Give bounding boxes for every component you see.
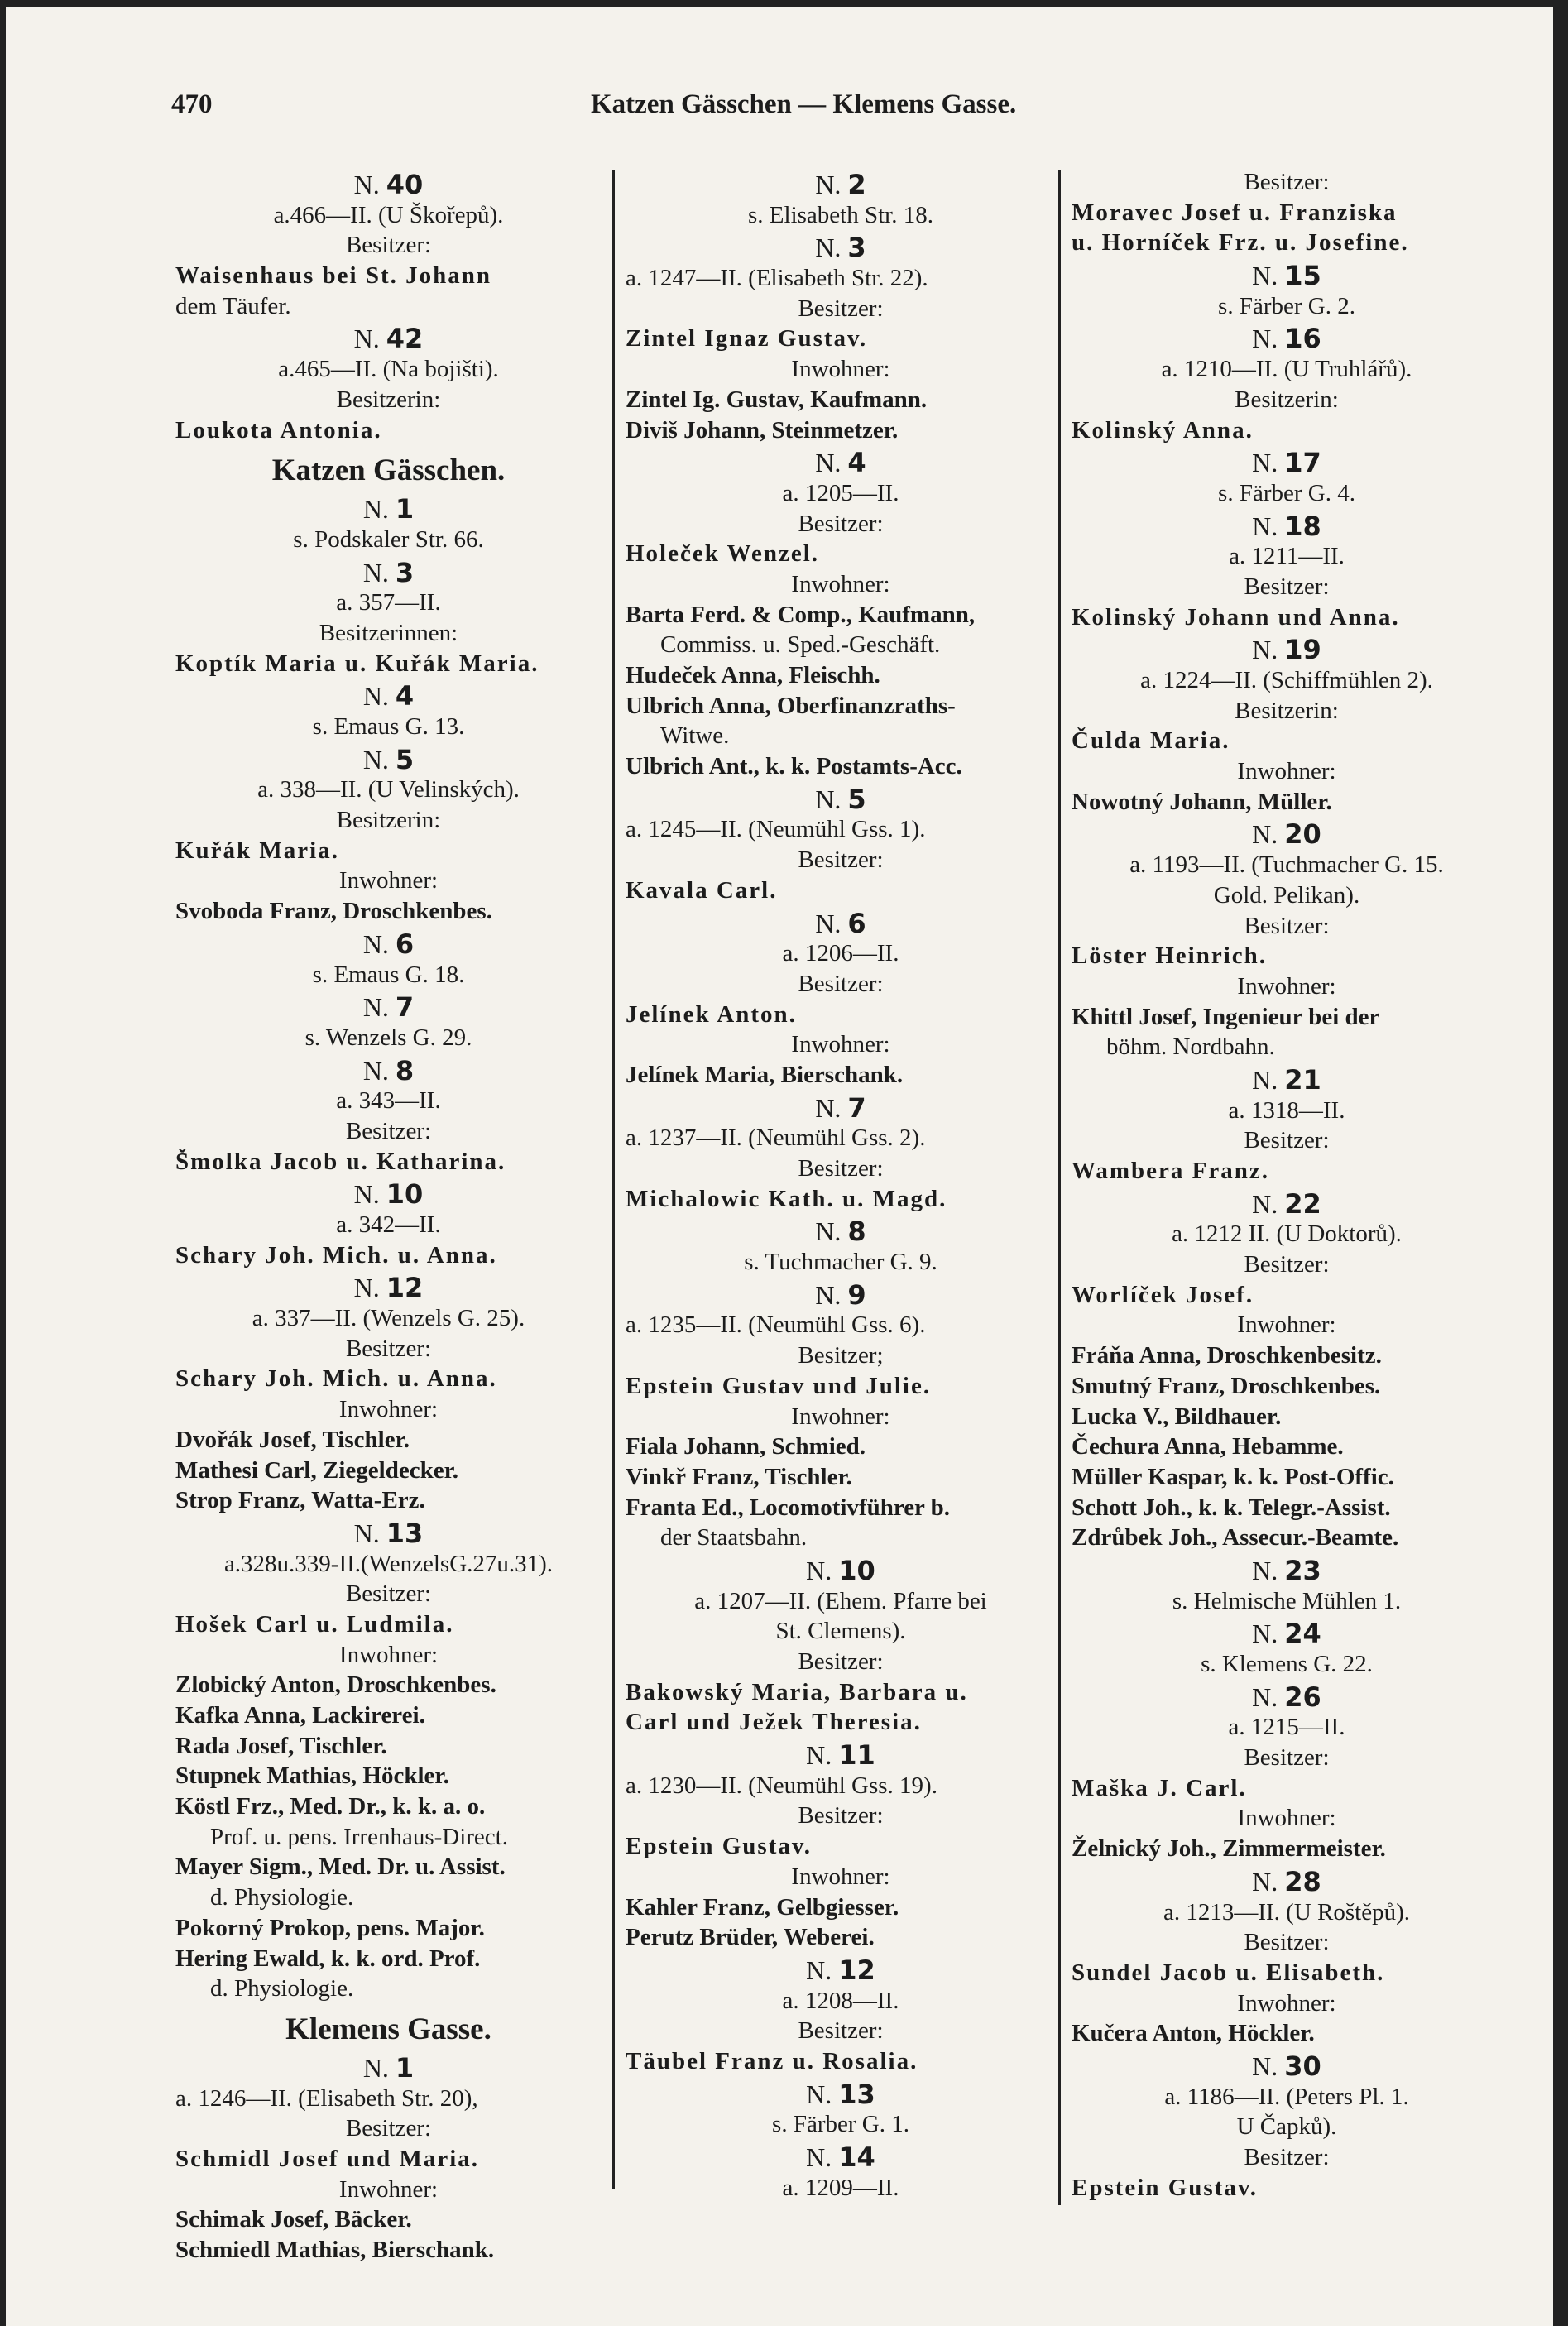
house-number <box>175 1270 602 1303</box>
owner-name: Epstein Gustav. <box>626 1833 812 1860</box>
house-number <box>626 1953 1056 1986</box>
house-number <box>1072 445 1502 478</box>
resident-entry: Köstl Frz., Med. Dr., k. k. a. o. <box>175 1793 486 1820</box>
role-label: Inwohner: <box>791 356 890 383</box>
address-line: U Čapků). <box>1236 2113 1337 2141</box>
address-line: a. 1246—II. (Elisabeth Str. 20), <box>175 2084 478 2112</box>
address-line: a. 1215—II. <box>1228 1714 1345 1741</box>
address-line: a. 338—II. (U Velinských). <box>257 776 520 803</box>
address-line: s. Färber G. 4. <box>1218 479 1355 506</box>
resident-entry: Želnický Joh., Zimmermeister. <box>1072 1835 1386 1863</box>
number-value: 5 <box>395 743 415 775</box>
number-prefix: N. <box>806 2079 839 2109</box>
number-value: 8 <box>847 1216 866 1248</box>
number-prefix: N. <box>815 448 848 478</box>
number-prefix: N. <box>362 1055 396 1086</box>
number-prefix: N. <box>1252 324 1285 354</box>
owner-name: Jelínek Anton. <box>626 1000 797 1028</box>
number-value: 7 <box>395 991 415 1023</box>
role-label: Inwohner: <box>338 867 439 894</box>
house-number <box>626 1091 1056 1124</box>
number-value: 2 <box>847 169 866 200</box>
number-prefix: N. <box>1252 261 1285 291</box>
address-line: a. 1237—II. (Neumühl Gss. 2). <box>626 1125 926 1152</box>
resident-entry: Schott Joh., k. k. Telegr.-Assist. <box>1072 1494 1391 1521</box>
resident-entry: Fráňa Anna, Droschkenbesitz. <box>1072 1342 1382 1369</box>
number-prefix: N. <box>353 170 386 199</box>
role-label: Besitzer: <box>1244 169 1330 195</box>
resident-entry: Dvořák Josef, Tischler. <box>175 1426 410 1453</box>
house-number <box>175 167 602 200</box>
number-prefix: N. <box>362 557 396 587</box>
role-label: Inwohner: <box>1237 758 1336 785</box>
role-label: Besitzerin: <box>1235 697 1339 724</box>
role-label: Inwohner: <box>338 2175 439 2203</box>
role-label: Besitzer; <box>798 1342 884 1369</box>
address-line: a. 1213—II. (U Roštěpů). <box>1163 1898 1410 1926</box>
number-prefix: N. <box>362 2052 396 2083</box>
number-prefix: N. <box>353 1179 386 1210</box>
scan-border-top <box>0 0 1568 7</box>
number-prefix: N. <box>362 681 396 712</box>
house-number <box>175 321 602 354</box>
address-line: a. 1247—II. (Elisabeth Str. 22). <box>626 265 928 292</box>
owner-name: u. Horníček Frz. u. Josefine. <box>1072 229 1409 257</box>
role-label: Besitzerinnen: <box>319 619 458 646</box>
owner-name: Sundel Jacob u. Elisabeth. <box>1072 1959 1385 1986</box>
resident-entry: Pokorný Prokop, pens. Major. <box>175 1914 485 1941</box>
owner-name: Maška J. Carl. <box>1072 1774 1247 1801</box>
role-label: Inwohner: <box>791 570 890 597</box>
house-number <box>626 1278 1056 1311</box>
role-label: Besitzer: <box>798 295 884 322</box>
number-prefix: N. <box>353 324 386 354</box>
house-number <box>1072 1864 1502 1897</box>
role-label: Inwohner: <box>1237 972 1336 1000</box>
role-label: Besitzer: <box>798 510 884 537</box>
resident-entry: Kahler Franz, Gelbgiesser. <box>626 1893 899 1921</box>
role-label: Besitzer: <box>1244 1127 1330 1154</box>
house-number <box>626 782 1056 815</box>
owner-name: Worlíček Josef. <box>1072 1281 1254 1308</box>
column-rule-2 <box>1058 170 1061 2205</box>
role-label: Inwohner: <box>338 1641 439 1668</box>
number-prefix: N. <box>806 1555 839 1585</box>
house-number <box>1072 1616 1502 1649</box>
house-number <box>1072 2049 1502 2082</box>
address-line: a. 1224—II. (Schiffmühlen 2). <box>1140 667 1433 693</box>
role-label: Besitzer: <box>798 846 884 874</box>
resident-entry: Smutný Franz, Droschkenbes. <box>1072 1372 1381 1399</box>
house-number <box>175 1053 602 1086</box>
number-prefix: N. <box>815 784 848 814</box>
owner-name: Hošek Carl u. Ludmila. <box>175 1610 454 1638</box>
entry-continuation: d. Physiologie. <box>210 1884 354 1911</box>
address-line: a. 1318—II. <box>1228 1096 1345 1124</box>
owner-name: Wambera Franz. <box>1072 1158 1270 1184</box>
owner-name: Epstein Gustav und Julie. <box>626 1372 932 1399</box>
resident-entry: Ulbrich Ant., k. k. Postamts-Acc. <box>626 753 962 780</box>
number-prefix: N. <box>806 1740 839 1771</box>
address-line: a. 1206—II. <box>782 940 899 967</box>
number-value: 22 <box>1284 1187 1321 1220</box>
house-number <box>626 2140 1056 2173</box>
number-prefix: N. <box>353 1273 386 1303</box>
address-line: s. Färber G. 2. <box>1218 292 1355 319</box>
entry-continuation: der Staatsbahn. <box>660 1524 808 1551</box>
role-label: Besitzer: <box>1244 1929 1330 1956</box>
house-number <box>175 1516 602 1549</box>
role-label: Besitzer: <box>1244 2144 1330 2170</box>
number-value: 4 <box>395 680 415 712</box>
house-number <box>1072 632 1502 665</box>
address-line: s. Färber G. 1. <box>772 2111 909 2138</box>
owner-name: Kolinský Anna. <box>1072 416 1254 444</box>
address-line: a. 1207—II. (Ehem. Pfarre bei <box>694 1587 987 1614</box>
resident-entry: Perutz Brüder, Weberei. <box>626 1924 875 1951</box>
number-prefix: N. <box>1252 511 1285 541</box>
role-label: Inwohner: <box>791 1031 890 1058</box>
house-number <box>1072 1680 1502 1713</box>
address-line: a. 1245—II. (Neumühl Gss. 1). <box>626 816 926 843</box>
role-label: Besitzer: <box>798 1802 884 1830</box>
address-line: a.466—II. (U Škořepů). <box>273 201 504 228</box>
resident-entry: Hudeček Anna, Fleischh. <box>626 662 880 688</box>
number-value: 11 <box>838 1739 875 1771</box>
column-1 <box>175 167 602 2266</box>
house-number <box>175 990 602 1023</box>
page-header <box>171 89 1081 127</box>
role-label: Besitzer: <box>1244 1744 1330 1772</box>
house-number <box>626 1214 1056 1247</box>
owner-name: Michalowic Kath. u. Magd. <box>626 1185 947 1212</box>
page-number: 470 <box>171 89 213 119</box>
number-value: 13 <box>838 2078 875 2110</box>
address-line: a. 1230—II. (Neumühl Gss. 19). <box>626 1772 937 1799</box>
number-value: 8 <box>395 1054 415 1086</box>
number-prefix: N. <box>1252 1064 1285 1095</box>
resident-entry: Rada Josef, Tischler. <box>175 1732 387 1759</box>
number-prefix: N. <box>1252 1619 1285 1649</box>
number-value: 20 <box>1284 818 1321 851</box>
role-label: Besitzerin: <box>1235 386 1339 413</box>
number-value: 26 <box>1284 1681 1321 1713</box>
owner-name: Epstein Gustav. <box>1072 2174 1258 2201</box>
house-number <box>1072 321 1502 354</box>
resident-entry: Strop Franz, Watta-Erz. <box>175 1487 425 1514</box>
house-number <box>1072 817 1502 850</box>
role-label: Besitzer: <box>798 1155 884 1182</box>
address-line: a. 342—II. <box>336 1211 441 1238</box>
resident-entry: Kučera Anton, Höckler. <box>1072 2020 1315 2047</box>
number-value: 1 <box>395 2051 415 2084</box>
entry-continuation: dem Täufer. <box>175 292 291 319</box>
number-prefix: N. <box>806 1954 839 1985</box>
address-line: s. Tuchmacher G. 9. <box>744 1249 937 1276</box>
resident-entry: Zdrůbek Joh., Assecur.-Beamte. <box>1072 1524 1399 1551</box>
owner-name: Bakowský Maria, Barbara u. <box>626 1678 968 1705</box>
entry-continuation: Prof. u. pens. Irrenhaus-Direct. <box>210 1823 508 1850</box>
number-value: 28 <box>1284 1865 1321 1897</box>
resident-entry: Fiala Johann, Schmied. <box>626 1433 866 1460</box>
role-label: Besitzer: <box>1244 573 1330 600</box>
resident-entry: Zlobický Anton, Droschkenbes. <box>175 1671 496 1699</box>
owner-name: Täubel Franz u. Rosalia. <box>626 2047 918 2074</box>
owner-name: Schary Joh. Mich. u. Anna. <box>175 1241 497 1269</box>
number-prefix: N. <box>1252 635 1285 665</box>
house-number <box>175 1177 602 1210</box>
address-line: Gold. Pelikan). <box>1213 881 1360 909</box>
number-value: 14 <box>838 2141 875 2173</box>
role-label: Besitzer: <box>345 2115 432 2142</box>
house-number <box>626 1553 1056 1586</box>
resident-entry: Mayer Sigm., Med. Dr. u. Assist. <box>175 1854 506 1881</box>
number-value: 30 <box>1284 2050 1321 2082</box>
address-line: a. 1235—II. (Neumühl Gss. 6). <box>626 1312 926 1339</box>
house-number <box>175 2050 602 2084</box>
number-value: 19 <box>1284 634 1321 665</box>
number-value: 23 <box>1284 1554 1321 1586</box>
role-label: Inwohner: <box>791 1403 890 1430</box>
number-value: 13 <box>386 1517 424 1549</box>
address-line: a. 343—II. <box>336 1087 441 1115</box>
resident-entry: Barta Ferd. & Comp., Kaufmann, <box>626 601 976 628</box>
resident-entry: Svoboda Franz, Droschkenbes. <box>175 898 492 925</box>
house-number <box>1072 1553 1502 1586</box>
number-value: 16 <box>1284 323 1321 355</box>
resident-entry: Mathesi Carl, Ziegeldecker. <box>175 1456 459 1484</box>
owner-name: Holeček Wenzel. <box>626 540 820 568</box>
owner-name: Loukota Antonia. <box>175 416 382 444</box>
address-line: s. Klemens G. 22. <box>1201 1651 1373 1677</box>
scan-border-left <box>0 0 6 2326</box>
role-label: Besitzer: <box>345 1117 432 1144</box>
column-2 <box>626 167 1056 2203</box>
resident-entry: Vinkř Franz, Tischler. <box>626 1463 852 1490</box>
owner-name: Schary Joh. Mich. u. Anna. <box>175 1365 497 1393</box>
house-number <box>626 1738 1056 1771</box>
number-value: 12 <box>386 1272 424 1304</box>
role-label: Inwohner: <box>338 1396 439 1423</box>
resident-entry: Nowotný Johann, Müller. <box>1072 788 1332 815</box>
address-line: a. 357—II. <box>336 589 441 616</box>
owner-name: Waisenhaus bei St. Johann <box>175 262 492 290</box>
entry-continuation: Witwe. <box>660 722 730 750</box>
number-prefix: N. <box>815 908 848 938</box>
house-number <box>626 2077 1056 2110</box>
number-value: 10 <box>386 1178 424 1210</box>
house-number <box>175 679 602 712</box>
address-line: s. Elisabeth Str. 18. <box>748 201 933 228</box>
role-label: Inwohner: <box>1237 1805 1336 1832</box>
number-prefix: N. <box>815 1092 848 1123</box>
house-number <box>175 742 602 775</box>
number-value: 42 <box>386 323 424 355</box>
role-label: Inwohner: <box>1237 1312 1336 1339</box>
address-line: a. 1208—II. <box>782 1987 899 2014</box>
number-value: 24 <box>1284 1618 1321 1649</box>
owner-name: Kavala Carl. <box>626 876 778 904</box>
entry-continuation: böhm. Nordbahn. <box>1106 1034 1275 1061</box>
running-title: Katzen Gässchen — Klemens Gasse. <box>591 89 1017 119</box>
number-prefix: N. <box>815 1279 848 1310</box>
role-label: Besitzer: <box>798 1648 884 1675</box>
address-line: a.328u.339-II.(WenzelsG.27u.31). <box>223 1550 554 1577</box>
number-prefix: N. <box>1252 819 1285 850</box>
role-label: Besitzerin: <box>336 807 441 834</box>
house-number <box>626 445 1056 478</box>
number-value: 5 <box>847 783 866 815</box>
address-line: a. 1210—II. (U Truhlářů). <box>1161 356 1412 383</box>
resident-entry: Ulbrich Anna, Oberfinanzraths- <box>626 692 956 719</box>
number-value: 6 <box>395 928 415 960</box>
number-value: 1 <box>395 493 415 525</box>
number-value: 10 <box>838 1554 875 1586</box>
owner-name: Kolinský Johann und Anna. <box>1072 603 1400 631</box>
house-number <box>1072 258 1502 291</box>
role-label: Besitzerin: <box>336 386 441 413</box>
resident-entry: Jelínek Maria, Bierschank. <box>626 1061 904 1088</box>
address-line: a. 1205—II. <box>782 479 899 506</box>
role-label: Inwohner: <box>1237 1989 1336 2017</box>
role-label: Besitzer: <box>345 232 432 259</box>
number-prefix: N. <box>362 992 396 1023</box>
number-prefix: N. <box>1252 2050 1285 2081</box>
house-number <box>626 167 1056 200</box>
resident-entry: Čechura Anna, Hebamme. <box>1072 1433 1344 1460</box>
number-value: 15 <box>1284 260 1321 291</box>
number-prefix: N. <box>362 928 396 959</box>
resident-entry: Schimak Josef, Bäcker. <box>175 2206 412 2233</box>
address-line: St. Clemens). <box>775 1618 906 1645</box>
address-line: s. Wenzels G. 29. <box>304 1024 472 1051</box>
address-line: s. Helmische Mühlen 1. <box>1172 1587 1402 1614</box>
number-value: 21 <box>1284 1063 1321 1096</box>
address-line: a. 337—II. (Wenzels G. 25). <box>252 1305 525 1332</box>
house-number <box>175 492 602 525</box>
house-number <box>175 927 602 960</box>
resident-entry: Müller Kaspar, k. k. Post-Offic. <box>1072 1463 1394 1490</box>
entry-continuation: Commiss. u. Sped.-Geschäft. <box>660 631 941 659</box>
number-prefix: N. <box>806 2142 839 2172</box>
house-number <box>1072 1062 1502 1096</box>
house-number <box>1072 1187 1502 1220</box>
owner-name: Moravec Josef u. Franziska <box>1072 199 1398 226</box>
owner-name: Koptík Maria u. Kuřák Maria. <box>175 650 539 677</box>
number-value: 4 <box>847 447 866 478</box>
address-line: a. 1211—II. <box>1229 543 1345 570</box>
owner-name: Löster Heinrich. <box>1072 942 1268 970</box>
column-3 <box>1072 167 1502 2203</box>
role-label: Besitzer: <box>798 2017 884 2045</box>
resident-entry: Schmiedl Mathias, Bierschank. <box>175 2237 495 2263</box>
number-value: 17 <box>1284 447 1321 478</box>
resident-entry: Diviš Johann, Steinmetzer. <box>626 416 899 444</box>
role-label: Besitzer: <box>345 1580 432 1608</box>
number-value: 18 <box>1284 510 1321 542</box>
role-label: Besitzer: <box>1244 1251 1330 1278</box>
house-number <box>175 555 602 588</box>
resident-entry: Stupnek Mathias, Höckler. <box>175 1762 449 1790</box>
number-value: 12 <box>838 1954 875 1986</box>
number-prefix: N. <box>815 233 848 263</box>
number-prefix: N. <box>353 1518 386 1548</box>
address-line: s. Podskaler Str. 66. <box>293 525 484 553</box>
resident-entry: Kafka Anna, Lackirerei. <box>175 1702 425 1729</box>
number-prefix: N. <box>1252 448 1285 478</box>
house-number <box>626 230 1056 263</box>
scan-border-right <box>1553 0 1568 2326</box>
street-heading: Katzen Gässchen. <box>271 453 506 488</box>
house-number <box>1072 509 1502 542</box>
number-value: 9 <box>847 1278 866 1311</box>
address-line: a. 1209—II. <box>782 2174 899 2201</box>
role-label: Inwohner: <box>791 1863 890 1890</box>
number-prefix: N. <box>362 494 396 525</box>
owner-name: Carl und Ježek Theresia. <box>626 1709 922 1736</box>
number-prefix: N. <box>815 1216 848 1247</box>
entry-continuation: d. Physiologie. <box>210 1975 354 2002</box>
address-line: a. 1193—II. (Tuchmacher G. 15. <box>1129 851 1444 879</box>
address-line: a.465—II. (Na bojišti). <box>278 356 499 383</box>
number-prefix: N. <box>1252 1188 1285 1219</box>
owner-name: Kuřák Maria. <box>175 837 339 864</box>
street-heading: Klemens Gasse. <box>285 2012 491 2046</box>
owner-name: Zintel Ignaz Gustav. <box>626 325 868 352</box>
number-prefix: N. <box>1252 1555 1285 1585</box>
role-label: Besitzer: <box>1244 912 1330 939</box>
number-prefix: N. <box>815 170 848 199</box>
number-value: 3 <box>395 556 415 588</box>
resident-entry: Lucka V., Bildhauer. <box>1072 1403 1282 1430</box>
number-prefix: N. <box>1252 1681 1285 1712</box>
resident-entry: Zintel Ig. Gustav, Kaufmann. <box>626 386 928 413</box>
number-value: 6 <box>847 907 866 939</box>
number-prefix: N. <box>1252 1866 1285 1897</box>
resident-entry: Hering Ewald, k. k. ord. Prof. <box>175 1945 481 1972</box>
owner-name: Schmidl Josef und Maria. <box>175 2145 480 2172</box>
role-label: Besitzer: <box>798 970 884 997</box>
role-label: Besitzer: <box>345 1335 432 1362</box>
owner-name: Čulda Maria. <box>1072 727 1230 755</box>
address-line: s. Emaus G. 18. <box>312 961 465 988</box>
number-value: 3 <box>847 232 866 264</box>
owner-name: Šmolka Jacob u. Katharina. <box>175 1148 506 1175</box>
address-line: s. Emaus G. 13. <box>312 713 465 740</box>
number-prefix: N. <box>362 744 396 775</box>
house-number <box>626 906 1056 939</box>
number-value: 7 <box>847 1091 866 1124</box>
address-line: a. 1212 II. (U Doktorů). <box>1172 1221 1402 1248</box>
column-rule-1 <box>612 170 615 2189</box>
resident-entry: Khittl Josef, Ingenieur bei der <box>1072 1003 1380 1030</box>
address-line: a. 1186—II. (Peters Pl. 1. <box>1164 2083 1409 2110</box>
number-value: 40 <box>386 169 424 200</box>
resident-entry: Franta Ed., Locomotivführer b. <box>626 1494 951 1521</box>
